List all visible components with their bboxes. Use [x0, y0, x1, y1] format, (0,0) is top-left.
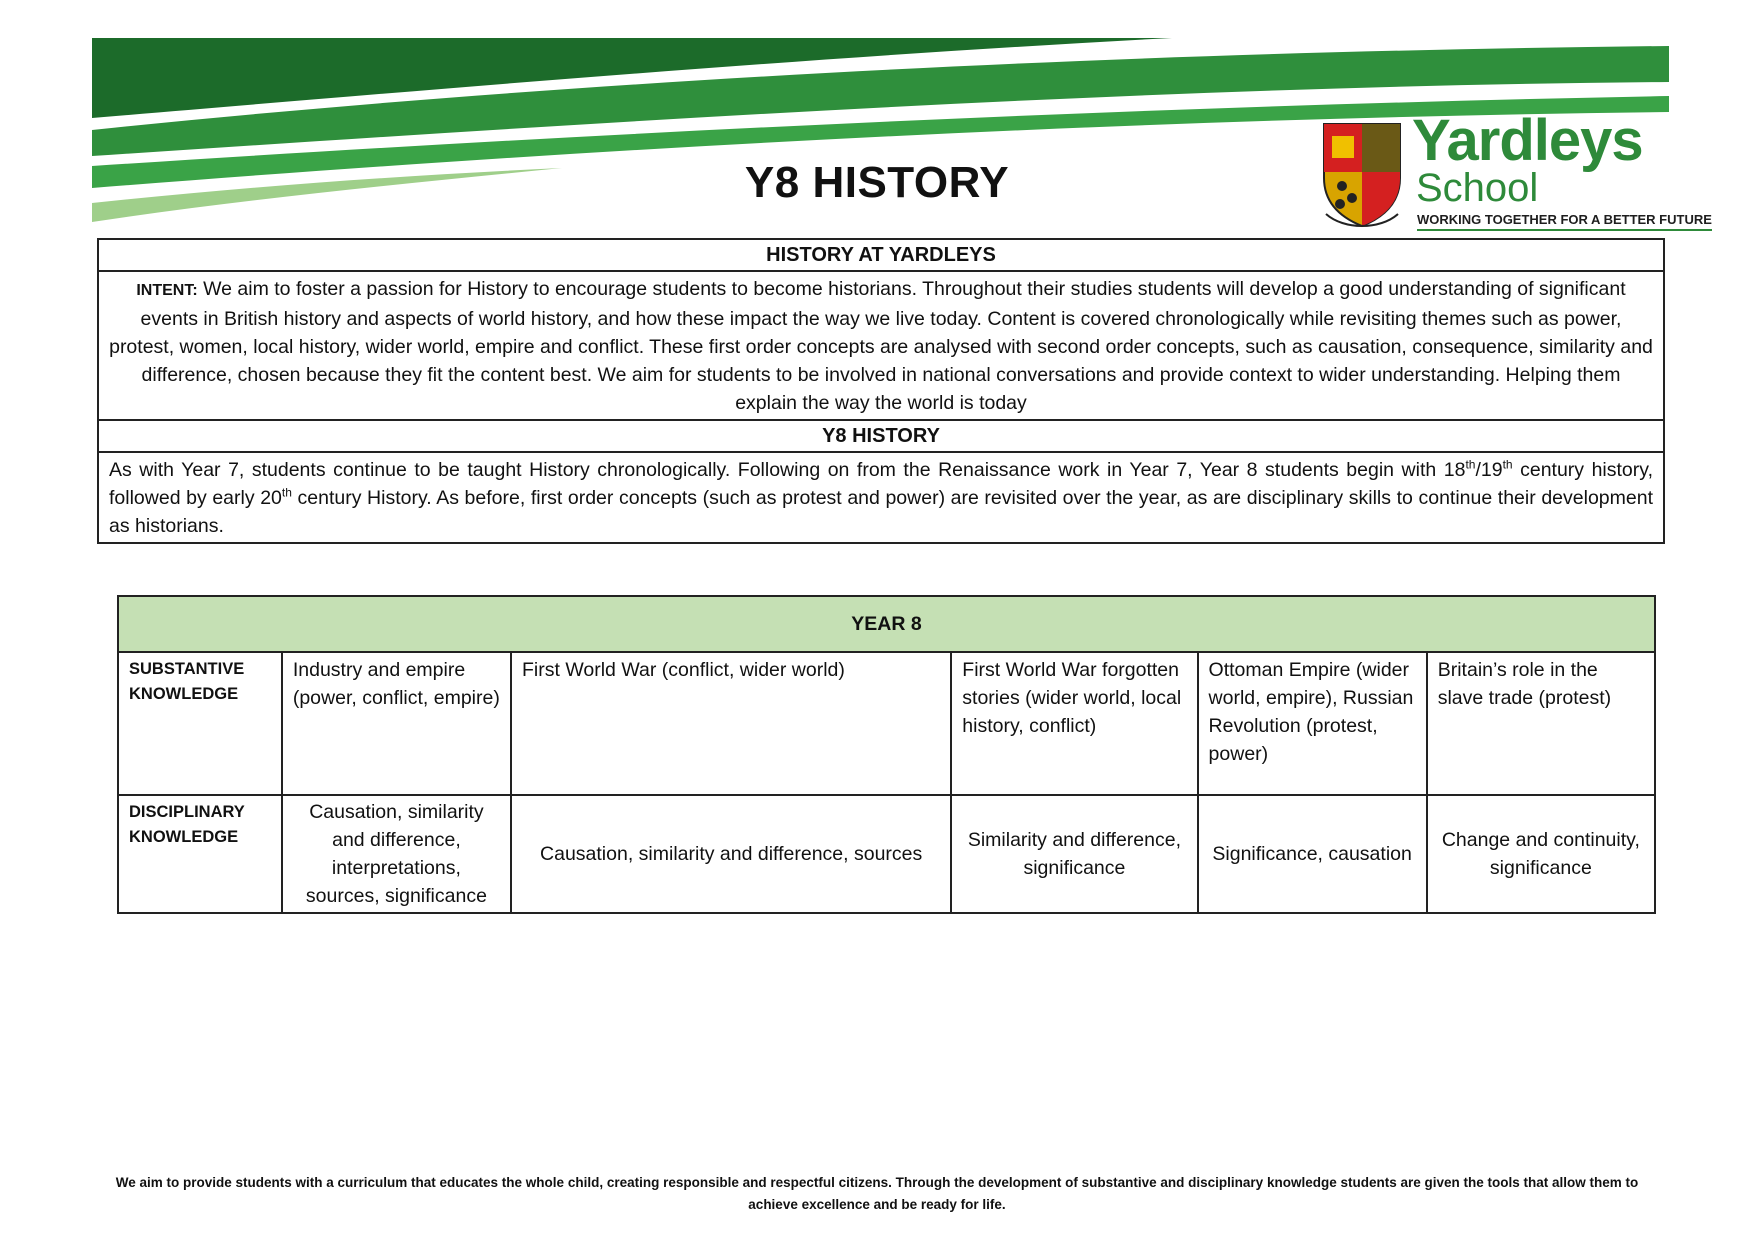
disciplinary-label: DISCIPLINARY KNOWLEDGE [118, 795, 282, 913]
y8-history-paragraph [99, 453, 1663, 542]
logo-name-line2: School [1416, 166, 1539, 210]
disciplinary-cell: Causation, similarity and difference, sources [511, 795, 951, 913]
intent-label: INTENT: [136, 282, 198, 299]
history-at-yardleys-heading: HISTORY AT YARDLEYS [766, 244, 996, 266]
y8-sup2: th [1502, 457, 1513, 472]
logo-name-line1: Yardleys [1412, 108, 1643, 173]
y8-sup3: th [281, 485, 292, 500]
disciplinary-cell: Causation, similarity and difference, interpretations, sources, significance [282, 795, 511, 913]
intent-paragraph [99, 272, 1663, 419]
substantive-cell: First World War forgotten stories (wider world, local history, conflict) [951, 652, 1197, 795]
substantive-cell: Ottoman Empire (wider world, empire), Russian Revolution (protest, power) [1198, 652, 1427, 795]
y8-text-part2: /19 [1475, 459, 1503, 481]
substantive-row [118, 652, 1655, 795]
substantive-cell: Industry and empire (power, conflict, empire) [282, 652, 511, 795]
school-crest-icon [1320, 122, 1404, 232]
year-8-heading: YEAR 8 [118, 596, 1655, 652]
disciplinary-cell: Change and continuity, significance [1427, 795, 1655, 913]
substantive-cell: First World War (conflict, wider world) [511, 652, 951, 795]
footer-statement: We aim to provide students with a curriculum that educates the whole child, creating responsible and respectful citizens. Through the development of substantive and disciplinary knowledge students are given the tools that allow them to achieve excellence and be ready for life. [115, 1175, 1639, 1212]
y8-sup1: th [1465, 457, 1476, 472]
school-logo [1320, 108, 1712, 236]
y8-text-part4: century History. As before, first order concepts (such as protest and power) are revisited over the year, as are disciplinary skills to continue their development as historians. [109, 487, 1653, 537]
substantive-label: SUBSTANTIVE KNOWLEDGE [118, 652, 282, 795]
disciplinary-cell: Similarity and difference, significance [951, 795, 1197, 913]
history-info-box [97, 238, 1665, 544]
y8-text-part3: century history, followed by early 20 [109, 459, 1653, 509]
disciplinary-cell: Significance, causation [1198, 795, 1427, 913]
y8-text-part1: As with Year 7, students continue to be taught History chronologically. Following on from the Renaissance work in Year 7, Year 8 students begin with 18 [109, 459, 1466, 481]
page-title: Y8 HISTORY [744, 158, 1010, 207]
substantive-cell: Britain’s role in the slave trade (protest) [1427, 652, 1655, 795]
disciplinary-row [118, 795, 1655, 913]
intent-text: We aim to foster a passion for History to encourage students to become historians. Throughout their studies students will develop a good understanding of significant events in British history and aspects of world history, and how these impact the way we live today. Content is covered chronologically while revisiting themes such as power, protest, women, local history, wider world, empire and conflict. These first order concepts are analysed with second order concepts, such as causation, consequence, similarity and difference, chosen because they fit the content best. We aim for students to be involved in national conversations and provide context to wider understanding. Helping them explain the way the world is today [109, 278, 1653, 414]
year-8-table [117, 595, 1656, 914]
logo-tagline: WORKING TOGETHER FOR A BETTER FUTURE [1417, 212, 1712, 231]
y8-history-heading: Y8 HISTORY [822, 425, 940, 447]
